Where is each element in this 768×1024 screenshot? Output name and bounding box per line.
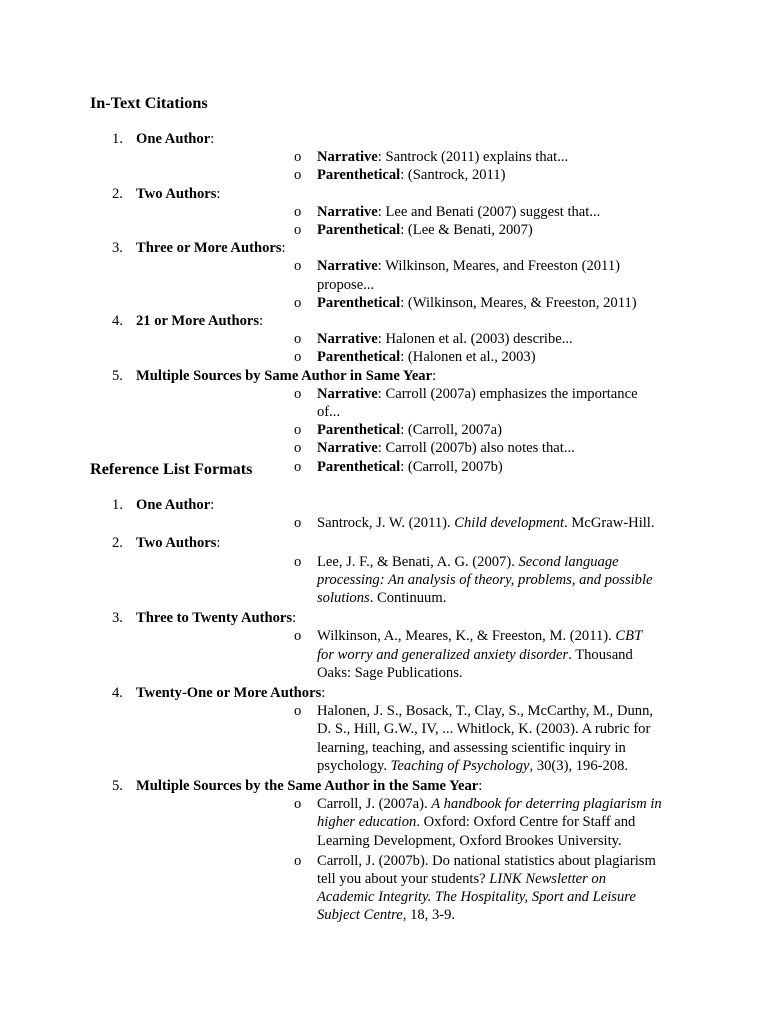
bullet-icon: o (294, 422, 302, 439)
sub-list (136, 330, 768, 366)
bullet-icon: o (294, 294, 302, 311)
list-item-label: Two Authors (136, 185, 217, 202)
citation-text: : (Carroll, 2007a) (400, 422, 502, 439)
list-number: 3. (112, 610, 123, 627)
reference-suffix: , 30(3), 196-208. (529, 757, 629, 774)
citation-text: : (Santrock, 2011) (400, 167, 506, 184)
reference-entry (136, 553, 768, 608)
reference-prefix: Wilkinson, A., Meares, K., & Freeston, M. (2011). (317, 628, 616, 645)
citation-type: Parenthetical (317, 222, 401, 239)
citation-example (136, 166, 768, 184)
reference-list (0, 496, 768, 927)
bullet-icon: o (294, 553, 302, 570)
list-item-colon: : (321, 685, 326, 702)
citation-text: : Halonen et al. (2003) describe... (377, 331, 573, 348)
list-item-label: Three or More Authors (136, 240, 282, 257)
bullet-icon: o (294, 222, 302, 239)
list-item-label: Multiple Sources by the Same Author in the Same Year (136, 778, 479, 795)
bullet-icon: o (294, 796, 302, 813)
citation-text: : (Carroll, 2007b) (400, 458, 503, 475)
reference-entry (136, 627, 768, 682)
bullet-icon: o (294, 258, 302, 275)
sub-list (136, 702, 768, 775)
bullet-icon: o (294, 149, 302, 166)
citation-example (136, 421, 768, 439)
list-number: 4. (112, 313, 123, 330)
reference-entry (136, 795, 768, 850)
list-number: 2. (112, 535, 123, 552)
sub-list (136, 203, 768, 239)
citation-text: : (Wilkinson, Meares, & Freeston, 2011) (400, 294, 637, 311)
bullet-icon: o (294, 331, 302, 348)
reference-title: Teaching of Psychology (390, 757, 530, 774)
list-number: 5. (112, 367, 123, 384)
list-item-colon: : (292, 610, 297, 627)
sub-list (136, 795, 768, 924)
citation-example (136, 385, 768, 421)
citation-type: Parenthetical (317, 294, 401, 311)
list-item-colon: : (210, 131, 215, 147)
citation-type: Narrative (317, 331, 378, 348)
list-item-label: Three to Twenty Authors (136, 610, 293, 627)
reference-prefix: Carroll, J. (2007b). Do national statistics about plagiarism tell you about your students? (317, 852, 656, 888)
citation-example (136, 257, 768, 293)
bullet-icon: o (294, 628, 302, 645)
bullet-icon: o (294, 203, 302, 220)
citation-text: : Carroll (2007b) also notes that... (377, 440, 575, 457)
sub-list (136, 553, 768, 608)
reference-suffix: . Oxford: Oxford Centre for Staff and Learning Development, Oxford Brookes University. (317, 814, 636, 849)
reference-title: LINK Newsletter on Academic Integrity. The Hospitality, Sport and Leisure Subject Centre (317, 871, 636, 924)
list-number: 1. (112, 131, 123, 147)
citation-type: Parenthetical (317, 422, 401, 439)
reference-suffix: . McGraw-Hill. (564, 515, 655, 532)
reference-suffix: . Continuum. (369, 590, 447, 607)
reference-title: Child development (454, 515, 565, 532)
list-item-label: One Author (136, 497, 211, 513)
list-number: 5. (112, 778, 123, 795)
citation-type: Parenthetical (317, 458, 401, 475)
reference-prefix: Lee, J. F., & Benati, A. G. (2007). (317, 553, 519, 570)
list-item (0, 534, 768, 607)
citation-example (136, 203, 768, 221)
reference-entry (136, 514, 768, 532)
citation-example (136, 330, 768, 348)
list-item (0, 239, 768, 312)
list-item-colon: : (210, 497, 215, 513)
bullet-icon: o (294, 349, 302, 366)
bullet-icon: o (294, 440, 302, 457)
reference-suffix: , 18, 3-9. (402, 907, 456, 924)
sub-list (136, 148, 768, 184)
citation-example (136, 221, 768, 239)
citation-type: Narrative (317, 440, 378, 457)
reference-prefix: Carroll, J. (2007a). (317, 796, 432, 813)
list-item-label: Multiple Sources by Same Author in Same Year (136, 367, 433, 384)
list-item-colon: : (216, 535, 221, 552)
bullet-icon: o (294, 167, 302, 184)
bullet-icon: o (294, 852, 302, 869)
list-item-colon: : (432, 367, 437, 384)
reference-entry (136, 852, 768, 925)
citation-type: Narrative (317, 203, 378, 220)
citation-text: : Lee and Benati (2007) suggest that... (377, 203, 601, 220)
reference-entry (136, 702, 768, 775)
list-item-label: 21 or More Authors (136, 313, 260, 330)
reference-suffix: . Thousand Oaks: Sage Publications. (317, 646, 633, 681)
citation-text: : (Lee & Benati, 2007) (400, 222, 533, 239)
list-item (0, 684, 768, 775)
list-item (0, 130, 768, 185)
list-item-colon: : (216, 185, 221, 202)
reference-prefix: Santrock, J. W. (2011). (317, 515, 455, 532)
reference-title: A handbook for deterring plagiarism in higher education (317, 796, 662, 831)
citation-type: Narrative (317, 385, 378, 402)
citation-example (136, 439, 768, 457)
list-item (0, 777, 768, 925)
list-item-label: Twenty-One or More Authors (136, 685, 322, 702)
list-item (0, 312, 768, 367)
bullet-icon: o (294, 458, 302, 475)
citation-text: : Carroll (2007a) emphasizes the importance of... (317, 385, 638, 421)
bullet-icon: o (294, 515, 302, 532)
in-text-citations-list (0, 130, 768, 476)
reference-title: CBT for worry and generalized anxiety disorder (317, 628, 642, 663)
citation-text: : (Halonen et al., 2003) (400, 349, 536, 366)
sub-list (136, 627, 768, 682)
reference-list-heading: Reference List Formats (90, 460, 253, 478)
list-item-colon: : (281, 240, 286, 257)
reference-prefix: Halonen, J. S., Bosack, T., Clay, S., McCarthy, M., Dunn, D. S., Hill, G.W., IV, ... Whitlock, K. (2003). A rubric for learning, teaching, and assessing scientific inquiry in psychology. (317, 703, 654, 774)
list-number: 4. (112, 685, 123, 702)
citation-example (136, 148, 768, 166)
list-number: 3. (112, 240, 123, 257)
list-item (0, 609, 768, 682)
bullet-icon: o (294, 385, 302, 402)
list-number: 2. (112, 185, 123, 202)
citation-type: Parenthetical (317, 167, 401, 184)
citation-example (136, 294, 768, 312)
citation-text: : Santrock (2011) explains that... (377, 149, 569, 166)
list-item-label: Two Authors (136, 535, 217, 552)
bullet-icon: o (294, 703, 302, 720)
citation-text: : Wilkinson, Meares, and Freeston (2011) propose... (317, 258, 620, 293)
list-item-label: One Author (136, 131, 211, 147)
in-text-citations-heading: In-Text Citations (90, 94, 208, 112)
citation-type: Narrative (317, 258, 378, 275)
list-item (0, 185, 768, 240)
citation-type: Narrative (317, 149, 378, 166)
list-item (0, 496, 768, 532)
list-item-colon: : (478, 778, 483, 795)
citation-type: Parenthetical (317, 349, 401, 366)
reference-title: Second language processing: An analysis of theory, problems, and possible solutions (317, 553, 653, 607)
citation-example (136, 348, 768, 366)
sub-list (136, 257, 768, 312)
list-item-colon: : (259, 313, 264, 330)
sub-list (136, 514, 768, 532)
list-number: 1. (112, 497, 123, 513)
